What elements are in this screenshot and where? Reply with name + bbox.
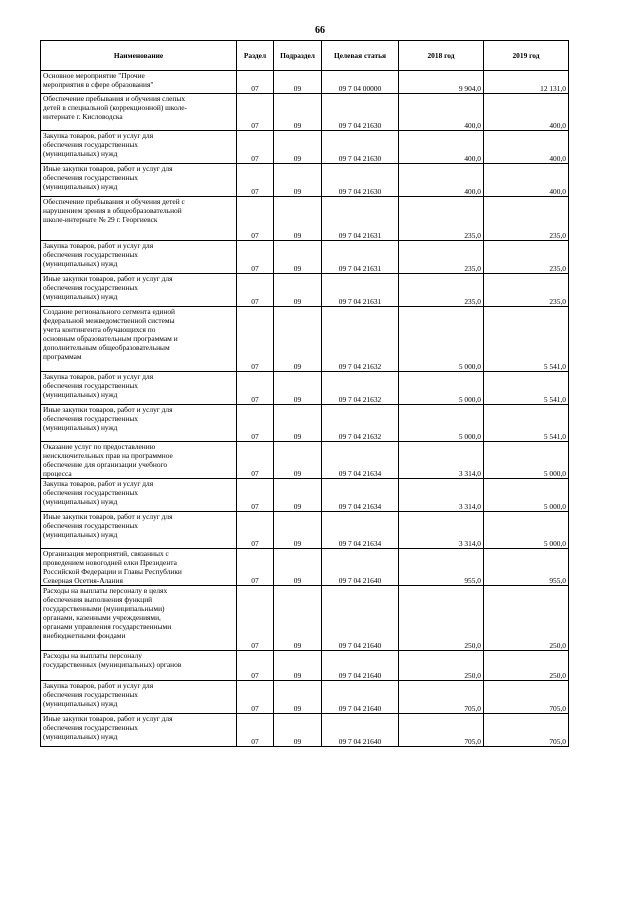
cell-2018: 705,0 [399,714,484,747]
cell-name: Закупка товаров, работ и услуг для обеспечения государственных (муниципальных) нужд [41,681,237,714]
cell-subsection: 09 [274,479,322,512]
cell-2019: 5 000,0 [484,479,569,512]
table-row [41,442,569,479]
cell-subsection: 09 [274,651,322,681]
cell-name: Закупка товаров, работ и услуг для обеспечения государственных (муниципальных) нужд [41,131,237,164]
cell-name: Иные закупки товаров, работ и услуг для обеспечения государственных (муниципальных) нужд [41,164,237,197]
cell-subsection: 09 [274,372,322,405]
column-header-2019: 2019 год [484,41,569,71]
cell-section: 07 [237,131,274,164]
table-row [41,241,569,274]
cell-section: 07 [237,512,274,549]
table-row [41,405,569,442]
cell-section: 07 [237,479,274,512]
cell-2018: 705,0 [399,681,484,714]
table-row [41,197,569,241]
cell-2018: 250,0 [399,586,484,651]
cell-name: Иные закупки товаров, работ и услуг для обеспечения государственных (муниципальных) нужд [41,714,237,747]
cell-subsection: 09 [274,94,322,131]
cell-subsection: 09 [274,714,322,747]
table-row [41,714,569,747]
cell-2018: 235,0 [399,274,484,307]
cell-target: 09 7 04 21630 [322,164,399,197]
cell-subsection: 09 [274,307,322,372]
cell-section: 07 [237,586,274,651]
cell-section: 07 [237,307,274,372]
cell-target: 09 7 04 21630 [322,131,399,164]
table-row [41,549,569,586]
cell-name: Иные закупки товаров, работ и услуг для обеспечения государственных (муниципальных) нужд [41,274,237,307]
cell-section: 07 [237,549,274,586]
table-row [41,164,569,197]
cell-2018: 955,0 [399,549,484,586]
column-header-target: Целевая статья [322,41,399,71]
cell-target: 09 7 04 21640 [322,714,399,747]
cell-section: 07 [237,164,274,197]
cell-subsection: 09 [274,681,322,714]
cell-section: 07 [237,714,274,747]
table-row [41,479,569,512]
cell-section: 07 [237,274,274,307]
cell-name: Обеспечение пребывания и обучения слепых детей в специальной (коррекционной) школе- интернате г. Кисловодска [41,94,237,131]
cell-target: 09 7 04 21632 [322,405,399,442]
cell-2019: 5 541,0 [484,372,569,405]
cell-2019: 5 541,0 [484,405,569,442]
cell-name: Основное мероприятие "Прочие мероприятия в сфере образования" [41,71,237,94]
cell-2019: 235,0 [484,241,569,274]
cell-name: Оказание услуг по предоставлению неисключительных прав на программное обеспечение для организации учебного процесса [41,442,237,479]
cell-2018: 400,0 [399,131,484,164]
cell-subsection: 09 [274,197,322,241]
cell-2018: 235,0 [399,197,484,241]
table-row [41,71,569,94]
cell-2019: 955,0 [484,549,569,586]
cell-2019: 5 000,0 [484,442,569,479]
cell-name: Расходы на выплаты персоналу государственных (муниципальных) органов [41,651,237,681]
budget-table [40,40,569,747]
cell-subsection: 09 [274,442,322,479]
cell-2018: 235,0 [399,241,484,274]
cell-subsection: 09 [274,512,322,549]
cell-target: 09 7 04 21640 [322,651,399,681]
table-row [41,681,569,714]
table-row [41,274,569,307]
table-row [41,586,569,651]
cell-subsection: 09 [274,164,322,197]
cell-2019: 5 541,0 [484,307,569,372]
cell-2019: 250,0 [484,651,569,681]
cell-section: 07 [237,197,274,241]
cell-2019: 235,0 [484,274,569,307]
cell-2019: 235,0 [484,197,569,241]
cell-target: 09 7 04 21631 [322,197,399,241]
cell-name: Создание регионального сегмента единой федеральной межведомственной системы учета контингента обучающихся по основным образовательным программам и дополнительным общеобразовательным программам [41,307,237,372]
column-header-2018: 2018 год [399,41,484,71]
cell-2018: 9 904,0 [399,71,484,94]
column-header-subsection: Подраздел [274,41,322,71]
cell-name: Закупка товаров, работ и услуг для обеспечения государственных (муниципальных) нужд [41,372,237,405]
table-row [41,651,569,681]
cell-subsection: 09 [274,586,322,651]
cell-2019: 5 000,0 [484,512,569,549]
cell-2019: 705,0 [484,681,569,714]
cell-2019: 250,0 [484,586,569,651]
column-header-name: Наименование [41,41,237,71]
cell-subsection: 09 [274,71,322,94]
cell-subsection: 09 [274,241,322,274]
cell-2018: 3 314,0 [399,512,484,549]
table-row [41,94,569,131]
cell-target: 09 7 04 21631 [322,241,399,274]
table-row [41,372,569,405]
cell-2018: 5 000,0 [399,307,484,372]
cell-target: 09 7 04 21640 [322,681,399,714]
cell-name: Расходы на выплаты персоналу в целях обеспечения выполнения функций государственными (муниципальными) органами, казенными учреждениями, органами управления государственными внебюджетными фондами [41,586,237,651]
table-body [41,71,569,747]
cell-name: Иные закупки товаров, работ и услуг для обеспечения государственных (муниципальных) нужд [41,512,237,549]
cell-section: 07 [237,372,274,405]
cell-name: Организация мероприятий, связанных с проведением новогодней елки Президента Российской Федерации и Главы Республики Северная Осетия-Алания [41,549,237,586]
cell-target: 09 7 04 21634 [322,479,399,512]
cell-target: 09 7 04 21632 [322,372,399,405]
cell-2019: 400,0 [484,94,569,131]
cell-2018: 3 314,0 [399,479,484,512]
cell-target: 09 7 04 00000 [322,71,399,94]
cell-2019: 705,0 [484,714,569,747]
cell-subsection: 09 [274,405,322,442]
page-number: 66 [315,25,325,36]
cell-section: 07 [237,405,274,442]
cell-target: 09 7 04 21634 [322,442,399,479]
cell-name: Обеспечение пребывания и обучения детей с нарушением зрения в общеобразовательной школе-интернате № 29 г. Георгиевск [41,197,237,241]
cell-section: 07 [237,241,274,274]
cell-name: Закупка товаров, работ и услуг для обеспечения государственных (муниципальных) нужд [41,479,237,512]
cell-target: 09 7 04 21632 [322,307,399,372]
cell-2019: 400,0 [484,164,569,197]
cell-section: 07 [237,71,274,94]
cell-section: 07 [237,442,274,479]
table-row [41,131,569,164]
table-row [41,307,569,372]
cell-2018: 3 314,0 [399,442,484,479]
cell-2018: 5 000,0 [399,405,484,442]
cell-target: 09 7 04 21631 [322,274,399,307]
cell-2019: 12 131,0 [484,71,569,94]
cell-section: 07 [237,94,274,131]
cell-subsection: 09 [274,274,322,307]
cell-2018: 400,0 [399,164,484,197]
column-header-section: Раздел [237,41,274,71]
cell-target: 09 7 04 21630 [322,94,399,131]
table-row [41,512,569,549]
cell-section: 07 [237,651,274,681]
cell-2018: 5 000,0 [399,372,484,405]
cell-target: 09 7 04 21634 [322,512,399,549]
cell-section: 07 [237,681,274,714]
cell-name: Иные закупки товаров, работ и услуг для обеспечения государственных (муниципальных) нужд [41,405,237,442]
table-header [41,41,569,71]
cell-target: 09 7 04 21640 [322,586,399,651]
cell-2018: 250,0 [399,651,484,681]
cell-subsection: 09 [274,549,322,586]
cell-name: Закупка товаров, работ и услуг для обеспечения государственных (муниципальных) нужд [41,241,237,274]
cell-2018: 400,0 [399,94,484,131]
cell-target: 09 7 04 21640 [322,549,399,586]
cell-subsection: 09 [274,131,322,164]
cell-2019: 400,0 [484,131,569,164]
